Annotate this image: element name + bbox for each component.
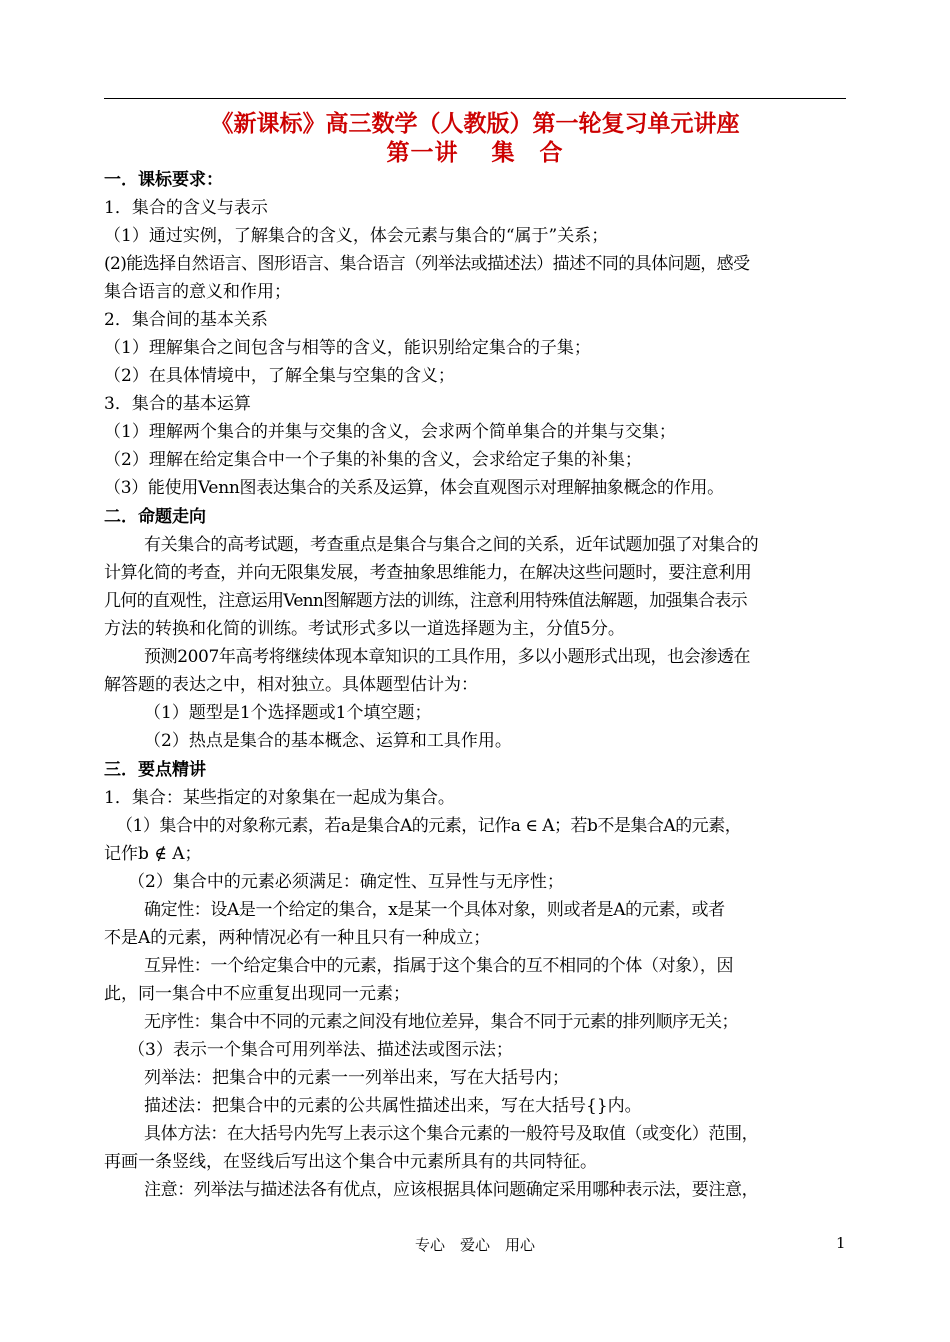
page-number: 1 bbox=[836, 1234, 846, 1252]
paragraph-line: 互异性：一个给定集合中的元素，指属于这个集合的互不相同的个体（对象），因 bbox=[144, 956, 734, 976]
paragraph-line: （1）理解集合之间包含与相等的含义，能识别给定集合的子集； bbox=[104, 338, 591, 358]
paragraph-line: （2）热点是集合的基本概念、运算和工具作用。 bbox=[144, 731, 512, 751]
paragraph-line: 列举法：把集合中的元素一一列举出来，写在大括号内； bbox=[144, 1068, 569, 1088]
paragraph-line: 预测2007年高考将继续体现本章知识的工具作用，多以小题形式出现，也会渗透在 bbox=[144, 647, 751, 667]
section-heading-requirements: 一．课标要求： bbox=[104, 170, 223, 190]
header-rule bbox=[104, 98, 846, 99]
paragraph-line: （2）理解在给定集合中一个子集的补集的含义，会求给定子集的补集； bbox=[104, 450, 642, 470]
paragraph-line: （1）题型是1个选择题或1个填空题； bbox=[144, 703, 432, 723]
paragraph-line: （1）集合中的对象称元素，若a是集合A的元素，记作a ∈ A；若b不是集合A的元素， bbox=[116, 816, 742, 836]
paragraph-line: 此，同一集合中不应重复出现同一元素； bbox=[104, 984, 410, 1004]
paragraph-line: （3）能使用Venn图表达集合的关系及运算，体会直观图示对理解抽象概念的作用。 bbox=[104, 478, 724, 498]
paragraph-line: 1．集合：某些指定的对象集在一起成为集合。 bbox=[104, 788, 455, 808]
paragraph-line: (2)能选择自然语言、图形语言、集合语言（列举法或描述法）描述不同的具体问题，感受 bbox=[104, 254, 750, 274]
paragraph-line: 2．集合间的基本关系 bbox=[104, 310, 268, 330]
paragraph-line: 解答题的表达之中，相对独立。具体题型估计为： bbox=[104, 675, 478, 695]
paragraph-line: 几何的直观性，注意运用Venn图解题方法的训练，注意利用特殊值法解题，加强集合表示 bbox=[104, 591, 747, 611]
footer-motto: 专心 爱心 用心 bbox=[414, 1236, 535, 1254]
paragraph-line: 无序性：集合中不同的元素之间没有地位差异，集合不同于元素的排列顺序无关； bbox=[144, 1012, 738, 1032]
document-title: 《新课标》高三数学（人教版）第一轮复习单元讲座 bbox=[210, 111, 740, 137]
paragraph-line: 描述法：把集合中的元素的公共属性描述出来，写在大括号{}内。 bbox=[144, 1096, 642, 1116]
paragraph-line: 3．集合的基本运算 bbox=[104, 394, 251, 414]
paragraph-line: （3）表示一个集合可用列举法、描述法或图示法； bbox=[128, 1040, 513, 1060]
paragraph-line: 1．集合的含义与表示 bbox=[104, 198, 268, 218]
lecture-title: 第一讲 集 合 bbox=[386, 140, 564, 166]
section-heading-trend: 二．命题走向 bbox=[104, 507, 206, 527]
paragraph-line: 具体方法：在大括号内先写上表示这个集合元素的一般符号及取值（或变化）范围， bbox=[144, 1124, 759, 1144]
paragraph-line: 方法的转换和化简的训练。考试形式多以一道选择题为主，分值5分。 bbox=[104, 619, 625, 639]
paragraph-line: （1）理解两个集合的并集与交集的含义，会求两个简单集合的并集与交集； bbox=[104, 422, 676, 442]
paragraph-line: 确定性：设A是一个给定的集合，x是某一个具体对象，则或者是A的元素，或者 bbox=[144, 900, 725, 920]
paragraph-line: 不是A的元素，两种情况必有一种且只有一种成立； bbox=[104, 928, 491, 948]
paragraph-line: 再画一条竖线，在竖线后写出这个集合中元素所具有的共同特征。 bbox=[104, 1152, 597, 1172]
paragraph-line: （2）在具体情境中，了解全集与空集的含义； bbox=[104, 366, 455, 386]
section-heading-key-points: 三．要点精讲 bbox=[104, 760, 206, 780]
paragraph-line: （1）通过实例，了解集合的含义，体会元素与集合的“属于”关系； bbox=[104, 226, 609, 246]
paragraph-line: 有关集合的高考试题，考查重点是集合与集合之间的关系，近年试题加强了对集合的 bbox=[144, 535, 759, 555]
paragraph-line: 注意：列举法与描述法各有优点，应该根据具体问题确定采用哪种表示法，要注意， bbox=[144, 1180, 759, 1200]
paragraph-line: 计算化简的考查，并向无限集发展，考查抽象思维能力，在解决这些问题时，要注意利用 bbox=[104, 563, 752, 583]
paragraph-line: 记作b ∉ A； bbox=[104, 844, 202, 864]
paragraph-line: （2）集合中的元素必须满足：确定性、互异性与无序性； bbox=[128, 872, 564, 892]
paragraph-line: 集合语言的意义和作用； bbox=[104, 282, 291, 302]
